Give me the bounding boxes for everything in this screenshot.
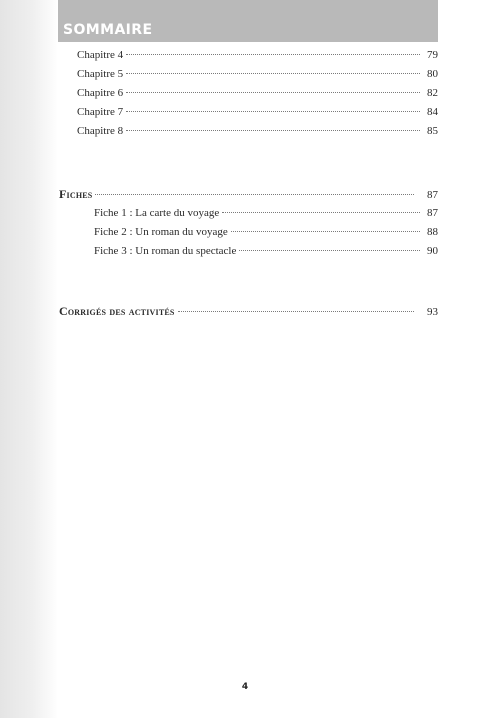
toc-entry-label: Chapitre 6 — [77, 87, 124, 99]
toc-entry-page: 87 — [427, 207, 438, 219]
toc-entry-page: 85 — [427, 125, 438, 137]
toc-entry-label: Chapitre 5 — [77, 68, 124, 80]
toc-entry-fiche-1 — [94, 204, 438, 223]
toc-entry-chapitre-7 — [77, 103, 438, 122]
dot-leader — [95, 194, 414, 195]
toc-section-corriges — [59, 302, 438, 321]
toc-entry-fiche-2 — [94, 223, 438, 242]
page-spine-shadow — [0, 0, 58, 718]
dot-leader — [126, 92, 420, 93]
toc-entry-page: 82 — [427, 87, 438, 99]
toc-entry-label: Fiche 1 : La carte du voyage — [94, 207, 220, 219]
toc-section-fiches — [59, 185, 438, 204]
dot-leader — [126, 54, 420, 55]
toc-section-page: 93 — [427, 306, 438, 318]
toc-entry-page: 80 — [427, 68, 438, 80]
toc-entry-label: Fiche 2 : Un roman du voyage — [94, 226, 228, 238]
toc-entry-page: 84 — [427, 106, 438, 118]
toc-section-page: 87 — [427, 189, 438, 201]
toc-entry-page: 88 — [427, 226, 438, 238]
toc-section-label: Fiches — [59, 187, 93, 201]
toc-section-label: Corrigés des activités — [59, 304, 175, 318]
page-number: 4 — [241, 682, 249, 692]
toc-entry-fiche-3 — [94, 242, 438, 261]
page-title: SOMMAIRE — [63, 22, 153, 38]
dot-leader — [222, 212, 420, 213]
toc-entry-page: 79 — [427, 49, 438, 61]
toc-entry-label: Fiche 3 : Un roman du spectacle — [94, 245, 237, 257]
toc-entry-label: Chapitre 7 — [77, 106, 124, 118]
toc-entry-chapitre-4 — [77, 46, 438, 65]
toc-entry-label: Chapitre 8 — [77, 125, 124, 137]
toc-entry-chapitre-8 — [77, 122, 438, 141]
dot-leader — [178, 311, 414, 312]
dot-leader — [126, 73, 420, 74]
dot-leader — [126, 111, 420, 112]
dot-leader — [239, 250, 420, 251]
toc-entry-chapitre-5 — [77, 65, 438, 84]
toc-entry-page: 90 — [427, 245, 438, 257]
dot-leader — [231, 231, 420, 232]
toc-entry-chapitre-6 — [77, 84, 438, 103]
dot-leader — [126, 130, 420, 131]
toc-entry-label: Chapitre 4 — [77, 49, 124, 61]
